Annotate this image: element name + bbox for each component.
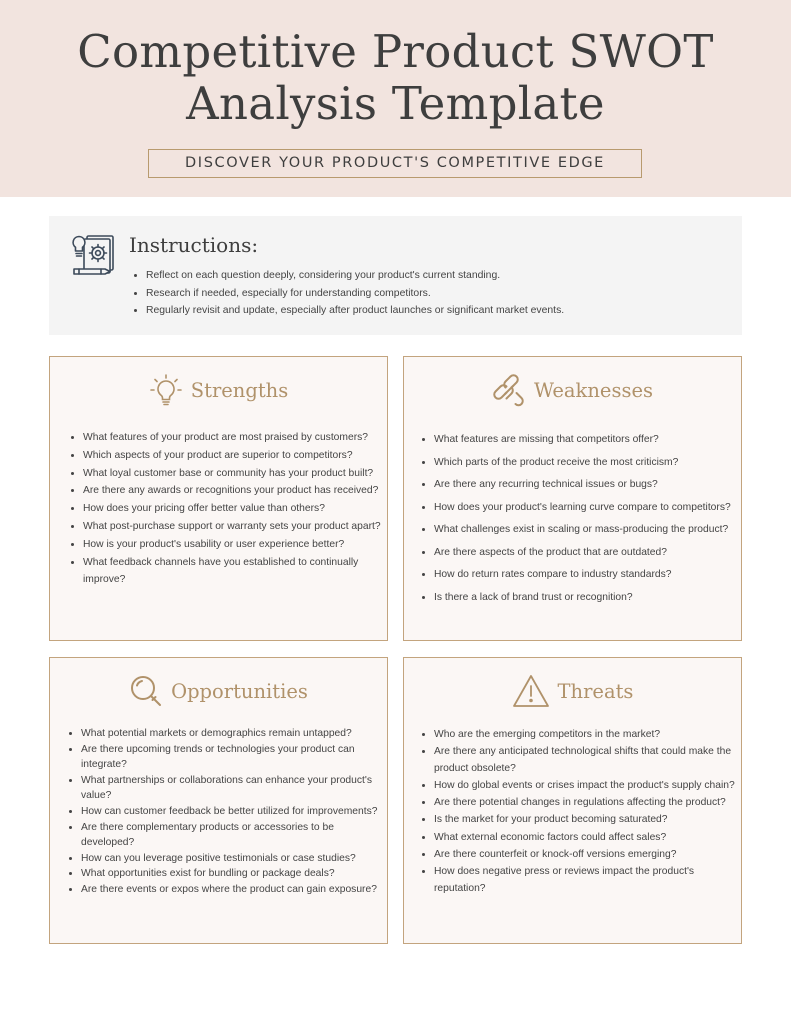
- weaknesses-card: [403, 356, 742, 641]
- list-item: • What potential markets or demographics remain untapped?: [81, 726, 387, 742]
- weaknesses-title: Weaknesses: [533, 378, 654, 402]
- warning-triangle-icon: [512, 674, 550, 708]
- list-item: • Is there a lack of brand trust or recognition?: [434, 587, 740, 610]
- lightbulb-gear-document-icon: [71, 233, 117, 279]
- list-item: • Are there any recurring technical issues or bugs?: [434, 474, 740, 497]
- list-item: • How does your product's learning curve compare to competitors?: [434, 497, 740, 520]
- list-item: • How can you leverage positive testimonials or case studies?: [81, 851, 387, 867]
- instructions-item: • Research if needed, especially for understanding competitors.: [146, 285, 564, 303]
- threats-card: [403, 657, 742, 944]
- strengths-header: [50, 373, 387, 407]
- subtitle-banner: DISCOVER YOUR PRODUCT'S COMPETITIVE EDGE: [148, 149, 642, 178]
- instructions-item: • Reflect on each question deeply, considering your product's current standing.: [146, 267, 564, 285]
- list-item: • Which parts of the product receive the most criticism?: [434, 452, 740, 475]
- instructions-panel: [49, 216, 742, 335]
- instructions-list: [146, 267, 564, 320]
- strengths-list: [83, 429, 383, 589]
- title-line-1: Competitive Product SWOT: [77, 25, 714, 78]
- list-item: • What loyal customer base or community has your product built?: [83, 465, 383, 483]
- page-title: [0, 26, 791, 130]
- instructions-item: • Regularly revisit and update, especially after product launches or significant market events.: [146, 302, 564, 320]
- opportunities-header: [50, 674, 387, 708]
- list-item: • Are there events or expos where the product can gain exposure?: [81, 882, 387, 898]
- list-item: • Who are the emerging competitors in the market?: [434, 726, 740, 743]
- list-item: • What opportunities exist for bundling or package deals?: [81, 866, 387, 882]
- threats-title: Threats: [557, 679, 634, 703]
- list-item: • Which aspects of your product are superior to competitors?: [83, 447, 383, 465]
- title-line-2: Analysis Template: [186, 77, 605, 130]
- threats-list: [434, 726, 740, 897]
- instructions-title: Instructions:: [129, 233, 259, 257]
- list-item: • How does your pricing offer better value than others?: [83, 500, 383, 518]
- list-item: • How can customer feedback be better utilized for improvements?: [81, 804, 387, 820]
- list-item: • How is your product's usability or user experience better?: [83, 536, 383, 554]
- list-item: • Are there potential changes in regulations affecting the product?: [434, 794, 740, 811]
- weaknesses-header: [404, 373, 741, 407]
- list-item: • Are there any awards or recognitions your product has received?: [83, 482, 383, 500]
- opportunities-list: [81, 726, 387, 898]
- list-item: • How do return rates compare to industry standards?: [434, 564, 740, 587]
- list-item: • What feedback channels have you established to continually improve?: [83, 554, 383, 590]
- magnifier-icon: [129, 674, 163, 708]
- header-banner: [0, 0, 791, 197]
- broken-link-icon: [492, 373, 526, 407]
- list-item: • Is the market for your product becoming saturated?: [434, 811, 740, 828]
- list-item: • What features of your product are most praised by customers?: [83, 429, 383, 447]
- list-item: • What external economic factors could affect sales?: [434, 829, 740, 846]
- list-item: • What challenges exist in scaling or mass-producing the product?: [434, 519, 740, 542]
- list-item: • How do global events or crises impact the product's supply chain?: [434, 777, 740, 794]
- opportunities-title: Opportunities: [171, 679, 308, 703]
- list-item: • Are there upcoming trends or technologies your product can integrate?: [81, 742, 387, 773]
- list-item: • Are there counterfeit or knock-off versions emerging?: [434, 846, 740, 863]
- strengths-card: [49, 356, 388, 641]
- list-item: • Are there aspects of the product that are outdated?: [434, 542, 740, 565]
- list-item: • What partnerships or collaborations can enhance your product's value?: [81, 773, 387, 804]
- list-item: • What post-purchase support or warranty sets your product apart?: [83, 518, 383, 536]
- list-item: • How does negative press or reviews impact the product's reputation?: [434, 863, 740, 897]
- lightbulb-icon: [149, 373, 183, 407]
- strengths-title: Strengths: [190, 378, 289, 402]
- list-item: • What features are missing that competitors offer?: [434, 429, 740, 452]
- list-item: • Are there complementary products or accessories to be developed?: [81, 820, 387, 851]
- opportunities-card: [49, 657, 388, 944]
- list-item: • Are there any anticipated technological shifts that could make the product obsolete?: [434, 743, 740, 777]
- weaknesses-list: [434, 429, 740, 609]
- threats-header: [404, 674, 741, 708]
